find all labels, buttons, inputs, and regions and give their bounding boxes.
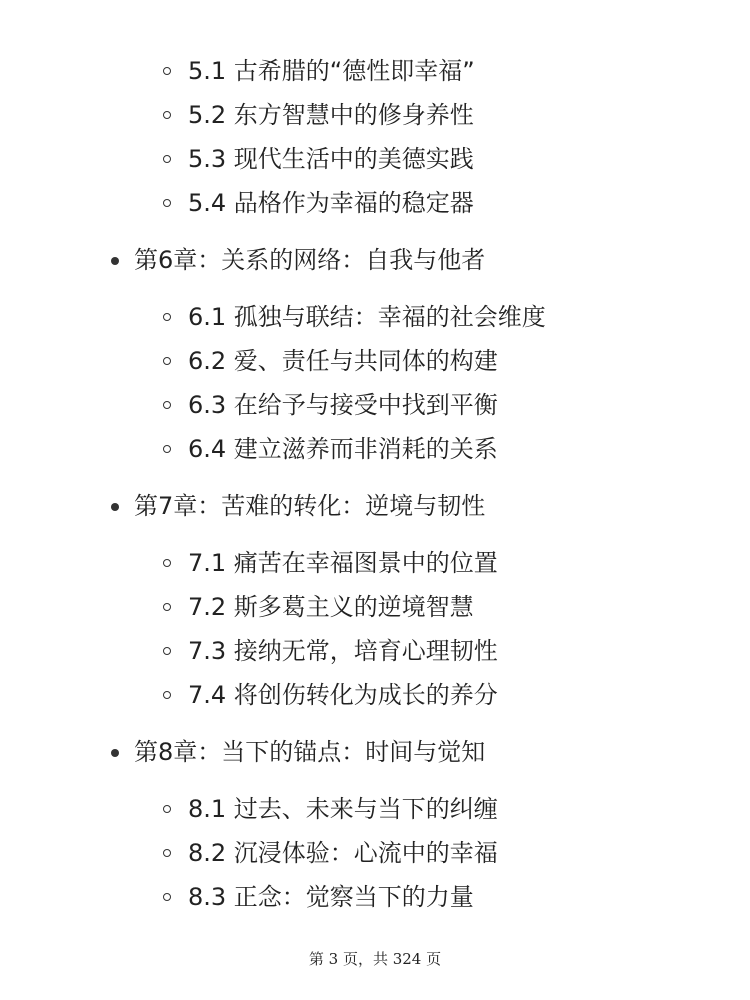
sub-item-bullet [163,805,171,813]
sub-item-bullet [163,647,171,655]
sub-item-bullet [163,313,171,321]
toc-subitem-6-3: 6.3 在给予与接受中找到平衡 [188,391,498,419]
sub-item-bullet [163,401,171,409]
toc-subitem-6-4: 6.4 建立滋养而非消耗的关系 [188,435,498,463]
toc-subitem-6-2: 6.2 爱、责任与共同体的构建 [188,347,498,375]
toc-subitem-7-1: 7.1 痛苦在幸福图景中的位置 [188,549,498,577]
toc-subitem-8-1: 8.1 过去、未来与当下的纠缠 [188,795,498,823]
toc-subitem-7-3: 7.3 接纳无常，培育心理韧性 [188,637,498,665]
toc-subitem-6-1: 6.1 孤独与联结：幸福的社会维度 [188,303,546,331]
sub-item-bullet [163,111,171,119]
toc-chapter-7: 第7章：苦难的转化：逆境与韧性 [134,492,486,520]
chapter-bullet [111,503,119,511]
sub-item-bullet [163,155,171,163]
toc-chapter-6: 第6章：关系的网络：自我与他者 [134,246,486,274]
toc-subitem-5-2: 5.2 东方智慧中的修身养性 [188,101,474,129]
sub-item-bullet [163,445,171,453]
sub-item-bullet [163,199,171,207]
page-number-footer: 第 3 页，共 324 页 [308,950,442,968]
toc-subitem-7-4: 7.4 将创伤转化为成长的养分 [188,681,498,709]
sub-item-bullet [163,357,171,365]
sub-item-bullet [163,603,171,611]
toc-subitem-8-3: 8.3 正念：觉察当下的力量 [188,883,474,911]
sub-item-bullet [163,849,171,857]
toc-subitem-5-4: 5.4 品格作为幸福的稳定器 [188,189,474,217]
toc-subitem-5-3: 5.3 现代生活中的美德实践 [188,145,474,173]
toc-subitem-8-2: 8.2 沉浸体验：心流中的幸福 [188,839,498,867]
sub-item-bullet [163,893,171,901]
chapter-bullet [111,257,119,265]
toc-subitem-5-1: 5.1 古希腊的“德性即幸福” [188,57,475,85]
toc-subitem-7-2: 7.2 斯多葛主义的逆境智慧 [188,593,474,621]
chapter-bullet [111,749,119,757]
toc-chapter-8: 第8章：当下的锚点：时间与觉知 [134,738,486,766]
sub-item-bullet [163,691,171,699]
sub-item-bullet [163,67,171,75]
sub-item-bullet [163,559,171,567]
